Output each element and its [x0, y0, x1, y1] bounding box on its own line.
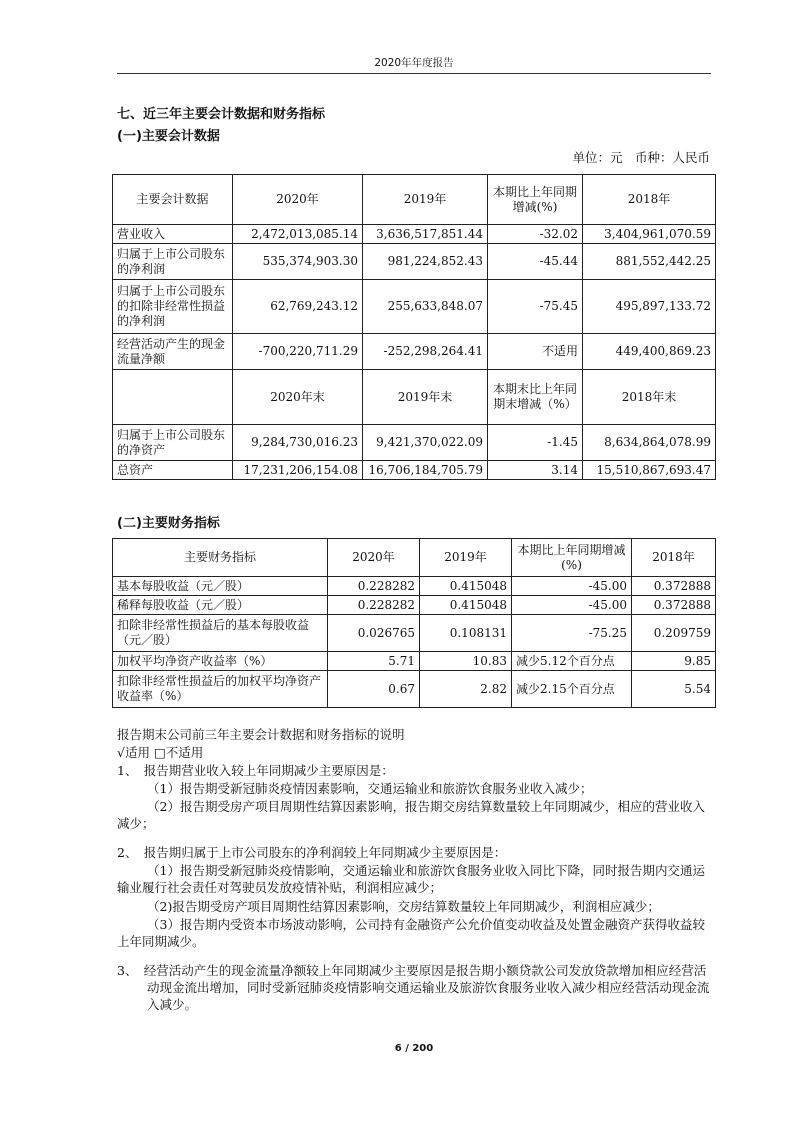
value-cell: 981,224,852.43 [363, 244, 488, 280]
table-subheader-row [113, 370, 716, 425]
row-label: 经营活动产生的现金流量净额 [113, 334, 233, 370]
value-cell: 减少2.15个百分点 [512, 671, 632, 708]
value-cell: 0.67 [328, 671, 420, 708]
header-cell: 主要财务指标 [113, 539, 328, 577]
note-1-item-b: （2）报告期受房产项目周期性结算因素影响，报告期交房结算数量较上年同期减少，相应的营业收入减少； [117, 799, 705, 831]
row-label: 总资产 [113, 461, 233, 480]
header-cell: 主要会计数据 [113, 175, 233, 225]
value-cell: 0.209759 [632, 615, 716, 652]
value-cell: 9,284,730,016.23 [233, 425, 363, 461]
row-label: 扣除非经常性损益后的基本每股收益（元／股） [113, 615, 328, 652]
value-cell: 0.108131 [420, 615, 512, 652]
table-row [113, 577, 716, 596]
note-3: 3、 经营活动产生的现金流量净额较上年同期减少主要原因是报告期小额贷款公司发放贷款增加相应经营活动现金流出增加，同时受新冠肺炎疫情影响交通运输业及旅游饮食服务业收入减少相应经营活动现金流入减少。 [117, 963, 710, 1012]
row-label: 归属于上市公司股东的扣除非经常性损益的净利润 [113, 280, 233, 334]
unit-currency-note: 单位：元 币种：人民币 [572, 150, 710, 165]
value-cell: 0.026765 [328, 615, 420, 652]
value-cell: 0.228282 [328, 596, 420, 615]
value-cell: 8,634,864,078.99 [583, 425, 716, 461]
subsection-accounting-data: (一)主要会计数据 [117, 129, 220, 144]
note-2-item-c: （3）报告期内受资本市场波动影响，公司持有金融资产公允价值变动收益及处置金融资产获得收益较上年同期减少。 [117, 917, 705, 949]
row-label: 加权平均净资产收益率（%） [113, 652, 328, 671]
header-divider [117, 73, 711, 74]
table-row [113, 652, 716, 671]
row-label: 扣除非经常性损益后的加权平均净资产收益率（%） [113, 671, 328, 708]
value-cell: 3.14 [488, 461, 583, 480]
value-cell: 0.415048 [420, 596, 512, 615]
value-cell: 495,897,133.72 [583, 280, 716, 334]
value-cell: 不适用 [488, 334, 583, 370]
row-label: 稀释每股收益（元／股） [113, 596, 328, 615]
value-cell: -45.00 [512, 577, 632, 596]
value-cell: -75.25 [512, 615, 632, 652]
row-label: 归属于上市公司股东的净资产 [113, 425, 233, 461]
value-cell: 5.71 [328, 652, 420, 671]
subsection-financial-indicators: (二)主要财务指标 [117, 516, 220, 531]
value-cell: -700,220,711.29 [233, 334, 363, 370]
value-cell: 881,552,442.25 [583, 244, 716, 280]
value-cell: 5.54 [632, 671, 716, 708]
table-row [113, 461, 716, 480]
value-cell: 15,510,867,693.47 [583, 461, 716, 480]
value-cell: 62,769,243.12 [233, 280, 363, 334]
report-header: 2020年年度报告 [374, 57, 454, 69]
table-row [113, 425, 716, 461]
value-cell: 0.372888 [632, 596, 716, 615]
value-cell: 449,400,869.23 [583, 334, 716, 370]
header-cell: 2020年 [233, 175, 363, 225]
value-cell: 0.372888 [632, 577, 716, 596]
value-cell: 17,231,206,154.08 [233, 461, 363, 480]
table-header-row [113, 175, 716, 225]
table-row [113, 280, 716, 334]
value-cell: -32.02 [488, 225, 583, 244]
header-cell [113, 370, 233, 425]
table-row [113, 334, 716, 370]
section-title: 七、近三年主要会计数据和财务指标 [117, 107, 326, 122]
header-cell: 本期末比上年同期末增减（%） [488, 370, 583, 425]
header-cell: 2018年 [583, 175, 716, 225]
value-cell: -75.45 [488, 280, 583, 334]
value-cell: 0.415048 [420, 577, 512, 596]
note-2-item-a: （1）报告期受新冠肺炎疫情影响，交通运输业和旅游饮食服务业收入同比下降，同时报告期内交通运输业履行社会责任对驾驶员发放疫情补贴，利润相应减少； [117, 863, 705, 895]
value-cell: 2.82 [420, 671, 512, 708]
value-cell: -45.44 [488, 244, 583, 280]
table-row [113, 615, 716, 652]
accounting-data-table [112, 174, 716, 480]
header-cell: 本期比上年同期增减(%) [512, 539, 632, 577]
table-row [113, 671, 716, 708]
header-cell: 2019年 [363, 175, 488, 225]
table-header-row [113, 539, 716, 577]
header-cell: 本期比上年同期增减(%) [488, 175, 583, 225]
header-cell: 2019年末 [363, 370, 488, 425]
table-row [113, 596, 716, 615]
applicable-checkbox-line: √适用 □不适用 [117, 745, 204, 760]
note-2-item-b: （2)报告期受房产项目周期性结算因素影响，交房结算数量较上年同期减少，利润相应减少； [147, 899, 660, 914]
row-label: 归属于上市公司股东的净利润 [113, 244, 233, 280]
value-cell: 减少5.12个百分点 [512, 652, 632, 671]
notes-intro: 报告期末公司前三年主要会计数据和财务指标的说明 [117, 727, 405, 742]
header-cell: 2019年 [420, 539, 512, 577]
value-cell: 2,472,013,085.14 [233, 225, 363, 244]
value-cell: -1.45 [488, 425, 583, 461]
value-cell: 3,404,961,070.59 [583, 225, 716, 244]
value-cell: 16,706,184,705.79 [363, 461, 488, 480]
header-cell: 2018年 [632, 539, 716, 577]
row-label: 基本每股收益（元／股） [113, 577, 328, 596]
header-cell: 2020年末 [233, 370, 363, 425]
financial-indicators-table [112, 538, 716, 708]
value-cell: -45.00 [512, 596, 632, 615]
table-row [113, 225, 716, 244]
value-cell: 10.83 [420, 652, 512, 671]
page-number: 6 / 200 [394, 1043, 434, 1054]
note-2: 2、 报告期归属于上市公司股东的净利润较上年同期减少主要原因是： [117, 845, 507, 860]
value-cell: 9.85 [632, 652, 716, 671]
note-1: 1、 报告期营业收入较上年同期减少主要原因是： [117, 763, 394, 778]
value-cell: 535,374,903.30 [233, 244, 363, 280]
value-cell: 3,636,517,851.44 [363, 225, 488, 244]
row-label: 营业收入 [113, 225, 233, 244]
value-cell: 0.228282 [328, 577, 420, 596]
header-cell: 2020年 [328, 539, 420, 577]
value-cell: 255,633,848.07 [363, 280, 488, 334]
header-cell: 2018年末 [583, 370, 716, 425]
table-row [113, 244, 716, 280]
value-cell: -252,298,264.41 [363, 334, 488, 370]
value-cell: 9,421,370,022.09 [363, 425, 488, 461]
note-1-item-a: （1）报告期受新冠肺炎疫情因素影响，交通运输业和旅游饮食服务业收入减少； [147, 781, 593, 796]
